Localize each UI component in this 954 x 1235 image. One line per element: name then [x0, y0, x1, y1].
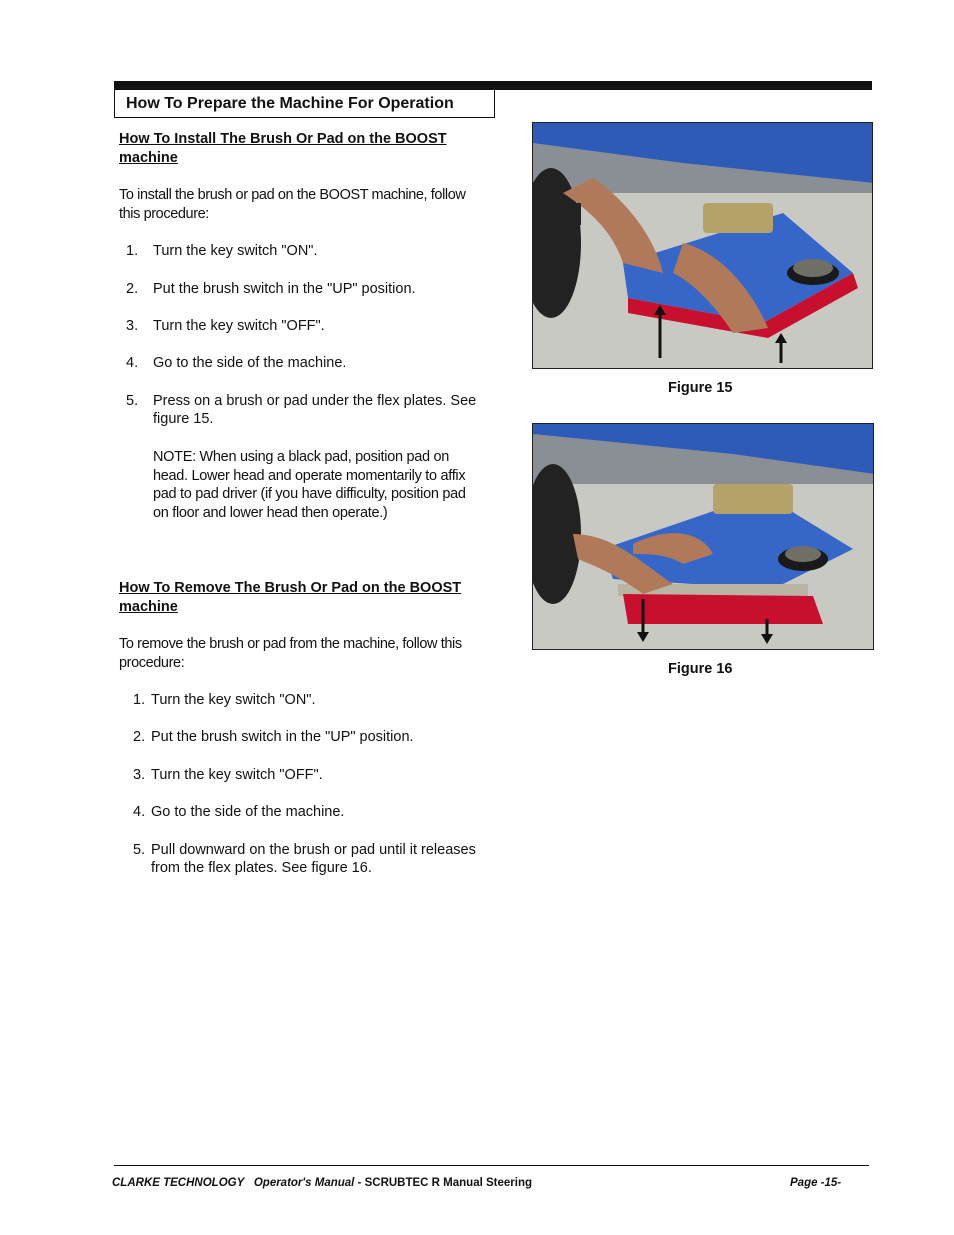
section-title: How To Prepare the Machine For Operation	[114, 90, 495, 118]
remove-intro-line2: procedure:	[119, 654, 185, 671]
remove-intro-line1: To remove the brush or pad from the machine, follow this	[119, 636, 462, 652]
install-heading	[119, 130, 487, 168]
install-intro	[119, 186, 487, 223]
install-note	[153, 448, 487, 522]
remove-heading-line1: How To Remove The Brush Or Pad on the BOOST	[119, 580, 462, 596]
figure-16-illustration	[533, 424, 874, 650]
note-line: on floor and lower head then operate.)	[153, 504, 388, 521]
top-rule	[114, 81, 872, 90]
install-step-5: 5. Press on a brush or pad under the flex plates. See figure 15.	[126, 393, 477, 427]
remove-step-5: 5. Pull downward on the brush or pad until it releases from the flex plates. See figure 16.	[133, 842, 476, 876]
note-line: NOTE: When using a black pad, position pad on	[153, 449, 450, 465]
install-intro-line1: To install the brush or pad on the BOOST machine, follow	[119, 187, 466, 203]
footer-manual: Operator's Manual -	[253, 1177, 362, 1189]
figure-16-photo	[532, 423, 874, 650]
remove-intro	[119, 635, 487, 672]
note-line: head. Lower head and operate momentarily to affix	[153, 467, 466, 484]
remove-heading	[119, 579, 487, 617]
remove-heading-line2: machine	[119, 599, 178, 615]
install-intro-line2: this procedure:	[119, 205, 209, 222]
footer-rule	[114, 1165, 869, 1166]
figure-15-photo	[532, 122, 873, 369]
note-line: pad to pad driver (if you have difficulty, position pad	[153, 486, 466, 502]
figure-15-caption: Figure 15	[668, 380, 733, 396]
footer-left	[112, 1177, 532, 1189]
install-heading-line2: machine	[119, 150, 178, 166]
figure-15-illustration	[533, 123, 873, 369]
footer-product: SCRUBTEC R Manual Steering	[364, 1177, 533, 1189]
figure-16-caption: Figure 16	[668, 661, 733, 677]
install-heading-line1: How To Install The Brush Or Pad on the BOOST	[119, 131, 447, 147]
footer-company: CLARKE TECHNOLOGY	[112, 1177, 245, 1189]
footer-page-number: Page -15-	[790, 1177, 842, 1189]
